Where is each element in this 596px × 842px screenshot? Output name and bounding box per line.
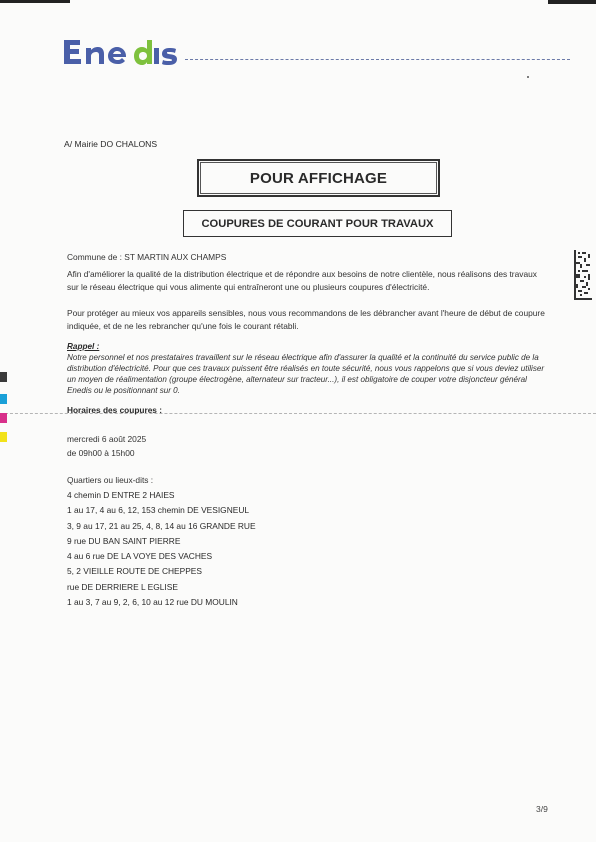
- list-item: 3, 9 au 17, 21 au 25, 4, 8, 14 au 16 GRANDE RUE: [67, 520, 256, 531]
- list-item: 5, 2 VIEILLE ROUTE DE CHEPPES: [67, 566, 202, 577]
- outage-time: de 09h00 à 15h00: [67, 448, 135, 458]
- list-item: 1 au 17, 4 au 6, 12, 153 chemin DE VESIGNEUL: [67, 505, 250, 516]
- side-reference-text: [0, 602, 1, 681]
- commune-line: Commune de : ST MARTIN AUX CHAMPS: [67, 252, 227, 262]
- list-item: 1 au 3, 7 au 9, 2, 6, 10 au 12 rue DU MOULIN: [67, 597, 238, 608]
- rappel-heading: Rappel :: [67, 342, 100, 351]
- registration-mark: [0, 432, 7, 442]
- side-reference: [2, 590, 10, 700]
- header-rule: [185, 59, 570, 60]
- registration-mark: [0, 394, 7, 404]
- list-item: rue DE DERRIERE L EGLISE: [67, 581, 178, 592]
- title-text: POUR AFFICHAGE: [249, 169, 388, 187]
- horaires-heading: Horaires des coupures :: [67, 405, 162, 415]
- intro-paragraph: Afin d'améliorer la qualité de la distribution électrique et de répondre aux besoins de notre clientèle, nous réalisons des travaux sur le réseau électrique qui vous alimente qui entraîneront une ou plusieurs coupures d'électricité.: [67, 269, 537, 292]
- registration-mark: [0, 372, 7, 382]
- enedis-logo: [62, 36, 178, 70]
- subtitle-box: [183, 210, 452, 237]
- quartiers-heading: Quartiers ou lieux-dits :: [67, 475, 154, 485]
- list-item: 4 chemin D ENTRE 2 HAIES: [67, 490, 175, 500]
- scan-edge-mark: [548, 0, 596, 4]
- advice-paragraph: Pour protéger au mieux vos appareils sensibles, nous vous recommandons de les débrancher avant l'heure de début de coupure indiquée, et de ne les rebrancher qu'une fois le courant rétabli.: [67, 308, 545, 331]
- quartiers-list: [67, 488, 256, 610]
- rappel-text: Notre personnel et nos prestataires travaillent sur le réseau électrique afin d'assurer la qualité et la continuité du service public de la distribution d'électricité. Pour que ces travaux puissent être réalisés en toute sécurité, nous vous rappelons que si vous deviez utiliser un moyen de réalimentation (groupe électrogène, alternateur sur tracteur...), il est obligatoire de couper votre disjoncteur général Enedis ou le positionnant sur 0.: [67, 353, 545, 395]
- recipient: A/ Mairie DO CHALONS: [64, 139, 158, 149]
- page-number: 3/9: [536, 804, 548, 814]
- subtitle-text: COUPURES DE COURANT POUR TRAVAUX: [201, 217, 434, 230]
- list-item: 4 au 6 rue DE LA VOYE DES VACHES: [67, 551, 213, 562]
- list-item: 9 rue DU BAN SAINT PIERRE: [67, 535, 181, 546]
- scan-edge-mark: [0, 0, 70, 3]
- registration-mark: [0, 413, 7, 423]
- title-box: [197, 159, 440, 197]
- speck: [527, 76, 529, 78]
- datamatrix-code: [574, 250, 592, 300]
- outage-date: mercredi 6 août 2025: [67, 434, 147, 444]
